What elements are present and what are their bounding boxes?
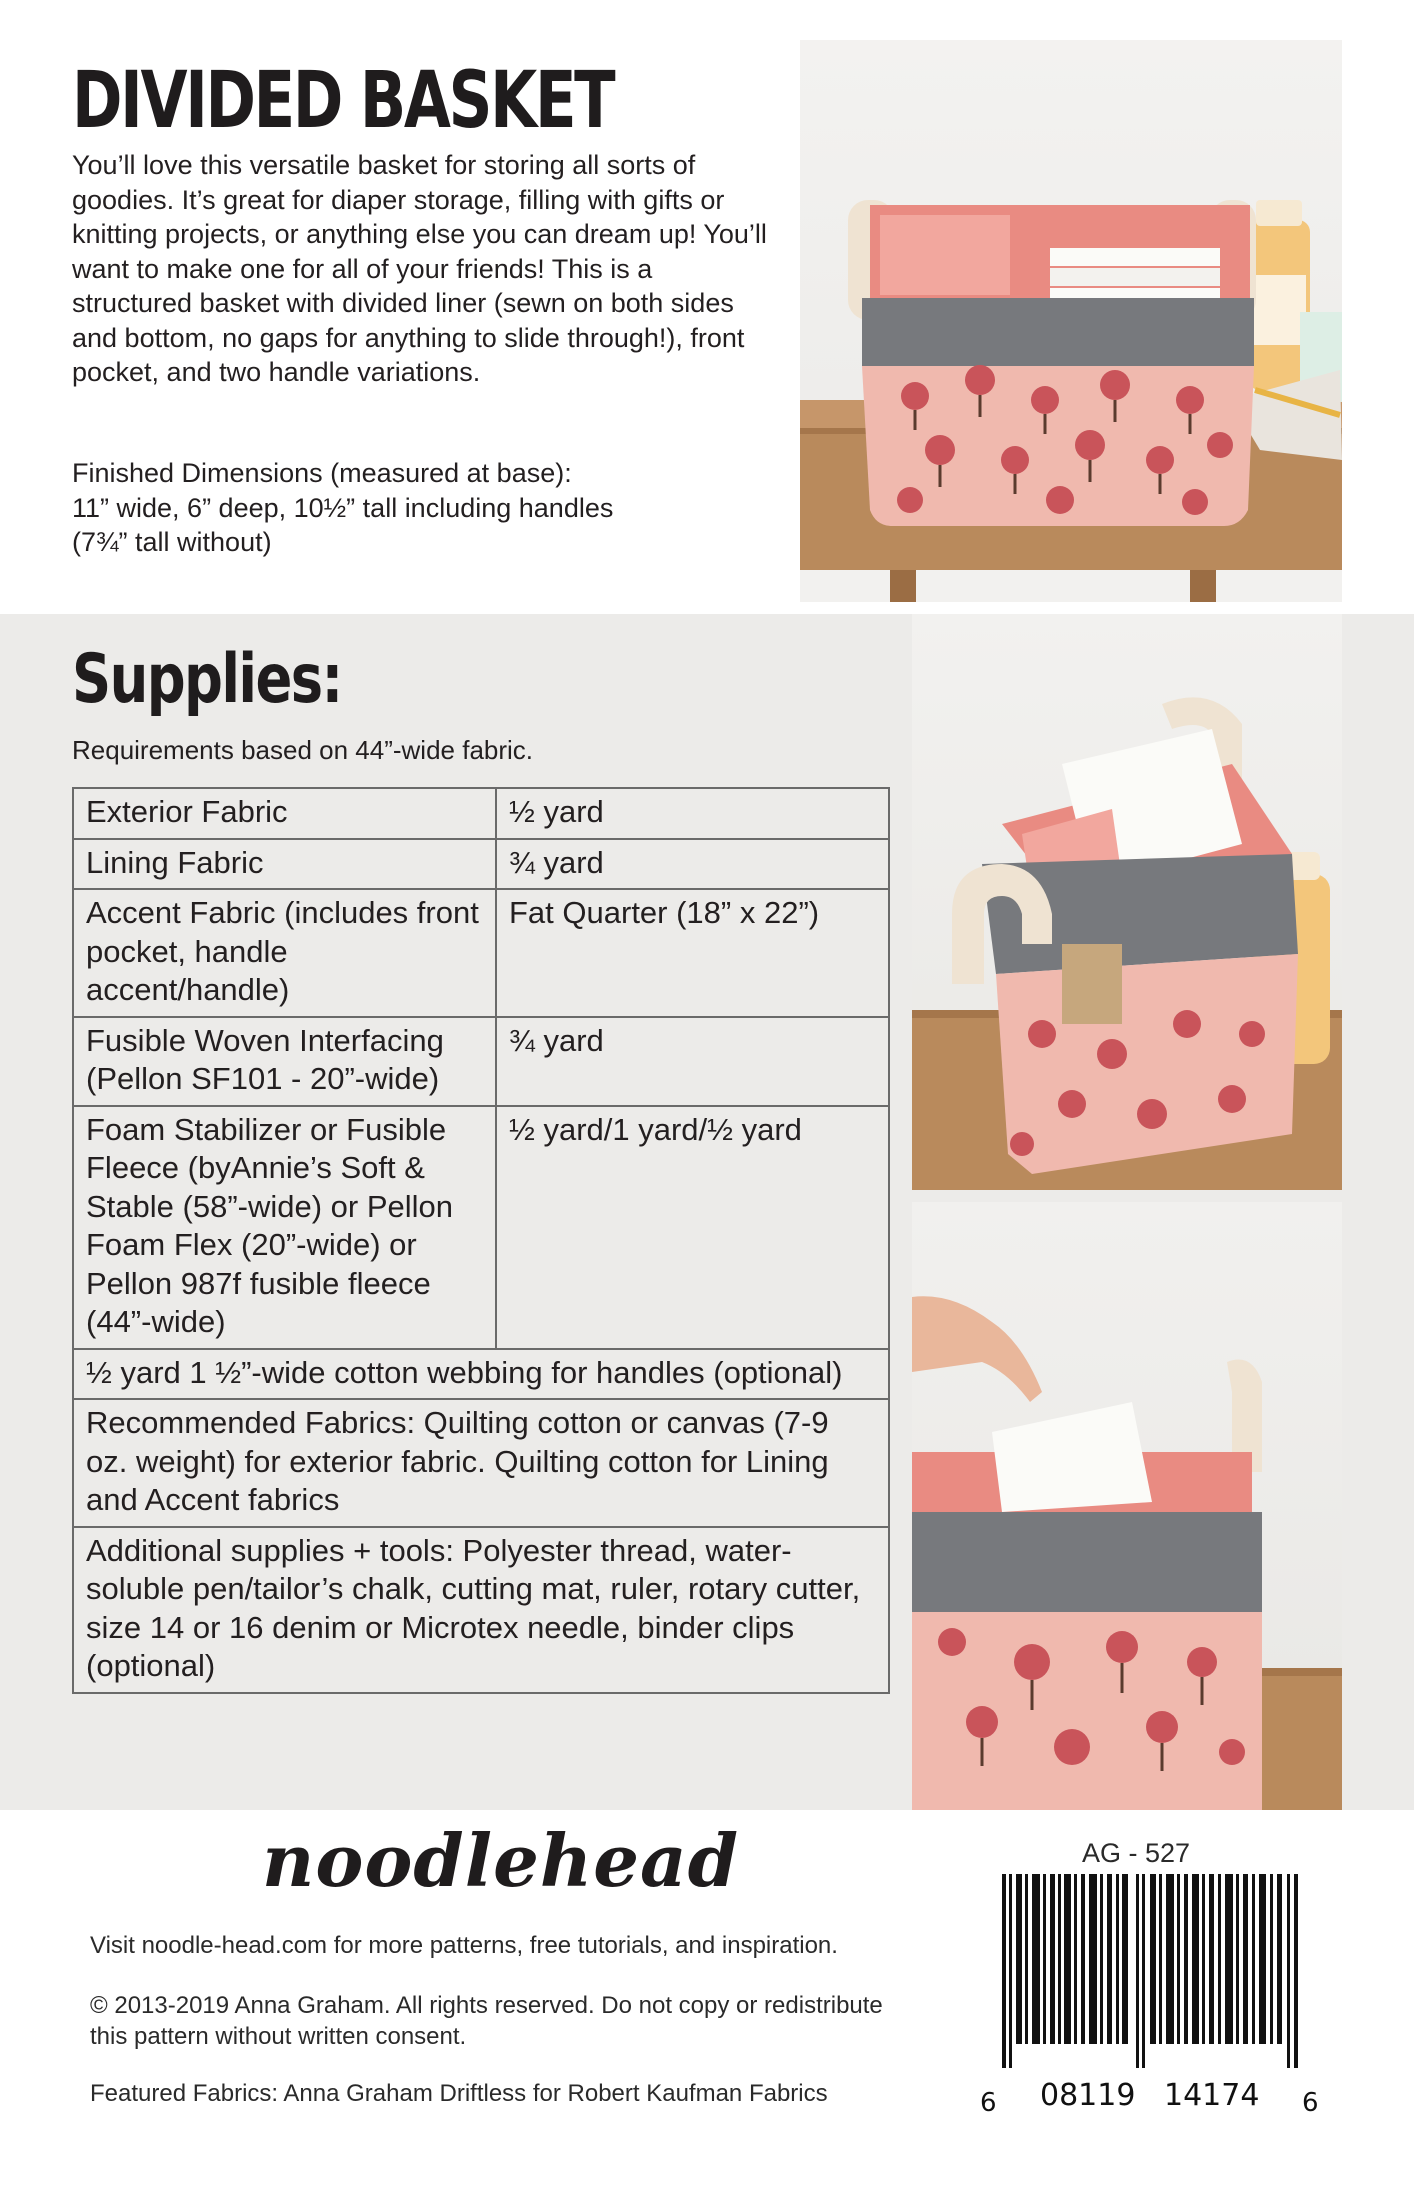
brand-logo: noodlehead — [262, 1818, 740, 1903]
supply-item: Lining Fabric — [73, 839, 496, 890]
supply-amount: ¾ yard — [496, 1017, 889, 1106]
supplies-table — [72, 787, 890, 1694]
basket-photo-hand — [912, 1202, 1342, 1810]
table-row — [73, 889, 889, 1017]
basket-photo-angled — [912, 614, 1342, 1190]
table-row — [73, 1399, 889, 1527]
copyright-notice: © 2013-2019 Anna Graham. All rights reserved. Do not copy or redistribute this pattern without written consent. — [90, 1992, 883, 2050]
finished-dimensions — [72, 456, 792, 560]
supply-item: Exterior Fabric — [73, 788, 496, 839]
supplies-title: Supplies: — [72, 640, 342, 719]
dimensions-label: Finished Dimensions (measured at base): — [72, 458, 572, 488]
supply-amount: ½ yard — [496, 788, 889, 839]
dimensions-line-1: 11” wide, 6” deep, 10½” tall including handles — [72, 492, 614, 523]
table-row — [73, 1017, 889, 1106]
page-title: DIVIDED BASKET — [72, 56, 614, 146]
table-row — [73, 1106, 889, 1349]
pattern-sku: AG - 527 — [1082, 1838, 1191, 1868]
supply-amount: ¾ yard — [496, 839, 889, 890]
supply-item: Fusible Woven Interfacing (Pellon SF101 - 20”-wide) — [73, 1017, 496, 1106]
intro-paragraph: You’ll love this versatile basket for storing all sorts of goodies. It’s great for diaper storage, filling with gifts or knitting projects, or anything else you can dream up! You’ll want to make one for all of your friends! This is a structured basket with divided liner (sewn on both sides and bottom, no gaps for anything to slide through!), front pocket, and two handle variations. — [72, 150, 767, 387]
supply-item: Foam Stabilizer or Fusible Fleece (byAnnie’s Soft & Stable (58”-wide) or Pellon Foam Flex (20”-wide) or Pellon 987f fusible fleece (44”-wide) — [73, 1106, 496, 1349]
supply-note: Additional supplies + tools: Polyester thread, water-soluble pen/tailor’s chalk, cutting mat, ruler, rotary cutter, size 14 or 16 denim or Microtex needle, binder clips (optional) — [73, 1527, 889, 1693]
featured-fabrics: Featured Fabrics: Anna Graham Driftless for Robert Kaufman Fabrics — [90, 2080, 828, 2107]
barcode-digit: 14174 — [1164, 2078, 1260, 2113]
barcode-digit: 6 — [980, 2088, 997, 2118]
basket-photo-front — [800, 40, 1342, 602]
supply-note: ½ yard 1 ½”-wide cotton webbing for handles (optional) — [73, 1349, 889, 1400]
supply-amount: ½ yard/1 yard/½ yard — [496, 1106, 889, 1349]
table-row — [73, 788, 889, 839]
barcode-icon — [1000, 1874, 1300, 2068]
table-row — [73, 839, 889, 890]
website-note: Visit noodle-head.com for more patterns, free tutorials, and inspiration. — [90, 1932, 838, 1959]
supply-item: Accent Fabric (includes front pocket, handle accent/handle) — [73, 889, 496, 1017]
table-row — [73, 1527, 889, 1693]
requirements-note: Requirements based on 44”-wide fabric. — [72, 735, 534, 765]
dimensions-line-2: (7¾” tall without) — [72, 527, 272, 557]
supply-note: Recommended Fabrics: Quilting cotton or canvas (7-9 oz. weight) for exterior fabric. Quilting cotton for Lining and Accent fabrics — [73, 1399, 889, 1527]
supply-amount: Fat Quarter (18” x 22”) — [496, 889, 889, 1017]
barcode-digit: 08119 — [1040, 2078, 1136, 2113]
barcode-digit: 6 — [1302, 2088, 1319, 2118]
table-row — [73, 1349, 889, 1400]
